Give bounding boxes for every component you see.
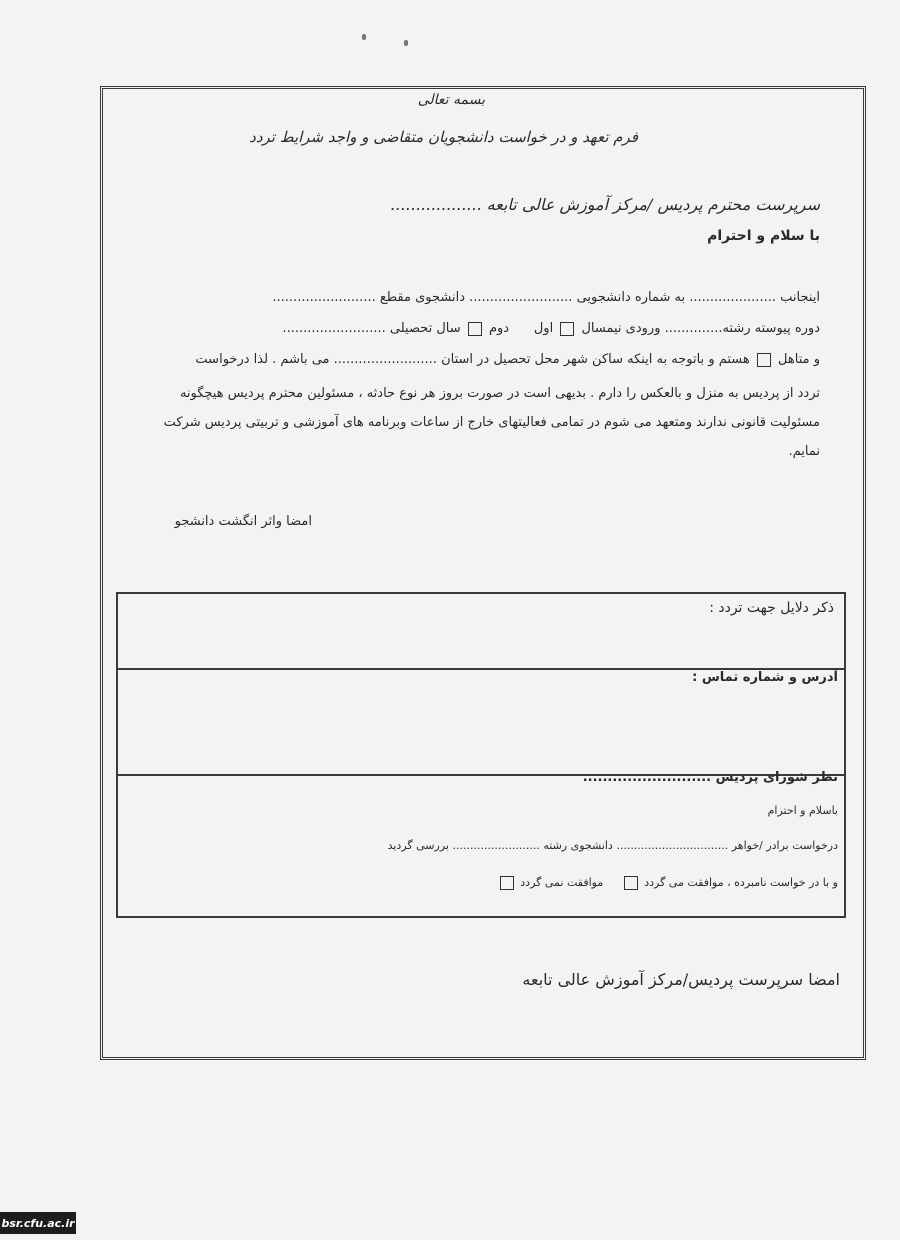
body-line-2 (282, 321, 820, 336)
reject-checkbox[interactable] (500, 876, 514, 890)
request-line: درخواست برادر /خواهر ................................ دانشجوی رشته ......................... بررسی گردید (387, 839, 838, 852)
line2-part-b: سال تحصیلی ......................... (282, 321, 461, 336)
body-line-6: نمایم. (788, 444, 820, 459)
line2-second: دوم (488, 321, 510, 336)
bismillah: بسمه تعالی (417, 92, 485, 108)
greeting: با سلام و احترام (707, 228, 820, 244)
decision-reject: موافقت نمی گردد (520, 876, 604, 889)
body-line-5: مسئولیت قانونی ندارند ومتعهد می شوم در تمامی فعالیتهای خارج از ساعات وبرنامه های آموزشی و تربیتی پردیس شرکت (163, 415, 820, 430)
line2-part-a: دوره پیوسته رشته.............. ورودی نیمسال (581, 321, 820, 336)
addressee: سرپرست محترم پردیس /مرکز آموزش عالی تابعه .................. (390, 195, 820, 214)
first-semester-checkbox[interactable] (560, 322, 574, 336)
second-semester-checkbox[interactable] (468, 322, 482, 336)
decision-line (497, 876, 838, 890)
line3-part-b: هستم و باتوجه به اینکه ساکن شهر محل تحصیل در استان ......................... می باشم . لذا درخواست (195, 352, 750, 367)
student-signature-label: امضا واثر انگشت دانشجو (174, 514, 312, 529)
council-greeting: باسلام و احترام (767, 804, 838, 817)
line3-part-a: و متاهل (778, 352, 820, 367)
director-signature-label: امضا سرپرست پردیس/مرکز آموزش عالی تابعه (522, 970, 840, 989)
council-label: نظر شورای پردیس .......................... (582, 770, 838, 785)
reasons-label: ذکر دلایل جهت تردد : (709, 600, 834, 616)
scan-speck (404, 40, 408, 46)
approval-box (116, 592, 846, 918)
address-label: آدرس و شماره تماس : (692, 670, 838, 685)
site-logo: bsr.cfu.ac.ir (0, 1212, 76, 1234)
decision-approve: و با در خواست نامبرده ، موافقت می گردد (644, 876, 838, 889)
line2-first: اول (533, 321, 554, 336)
approve-checkbox[interactable] (624, 876, 638, 890)
body-line-4: تردد از پردیس به منزل و بالعکس را دارم . بدیهی است در صورت بروز هر نوع حادثه ، مسئولین محترم پردیس هیچگونه (179, 386, 820, 401)
scan-speck (362, 34, 366, 40)
married-checkbox[interactable] (757, 353, 771, 367)
body-line-1: اینجانب ..................... به شماره دانشجویی ......................... دانشجوی مقطع ......................... (272, 290, 820, 305)
body-line-3 (195, 352, 820, 367)
form-title: فرم تعهد و در خواست دانشجویان متقاضی و واجد شرایط تردد (249, 128, 638, 146)
